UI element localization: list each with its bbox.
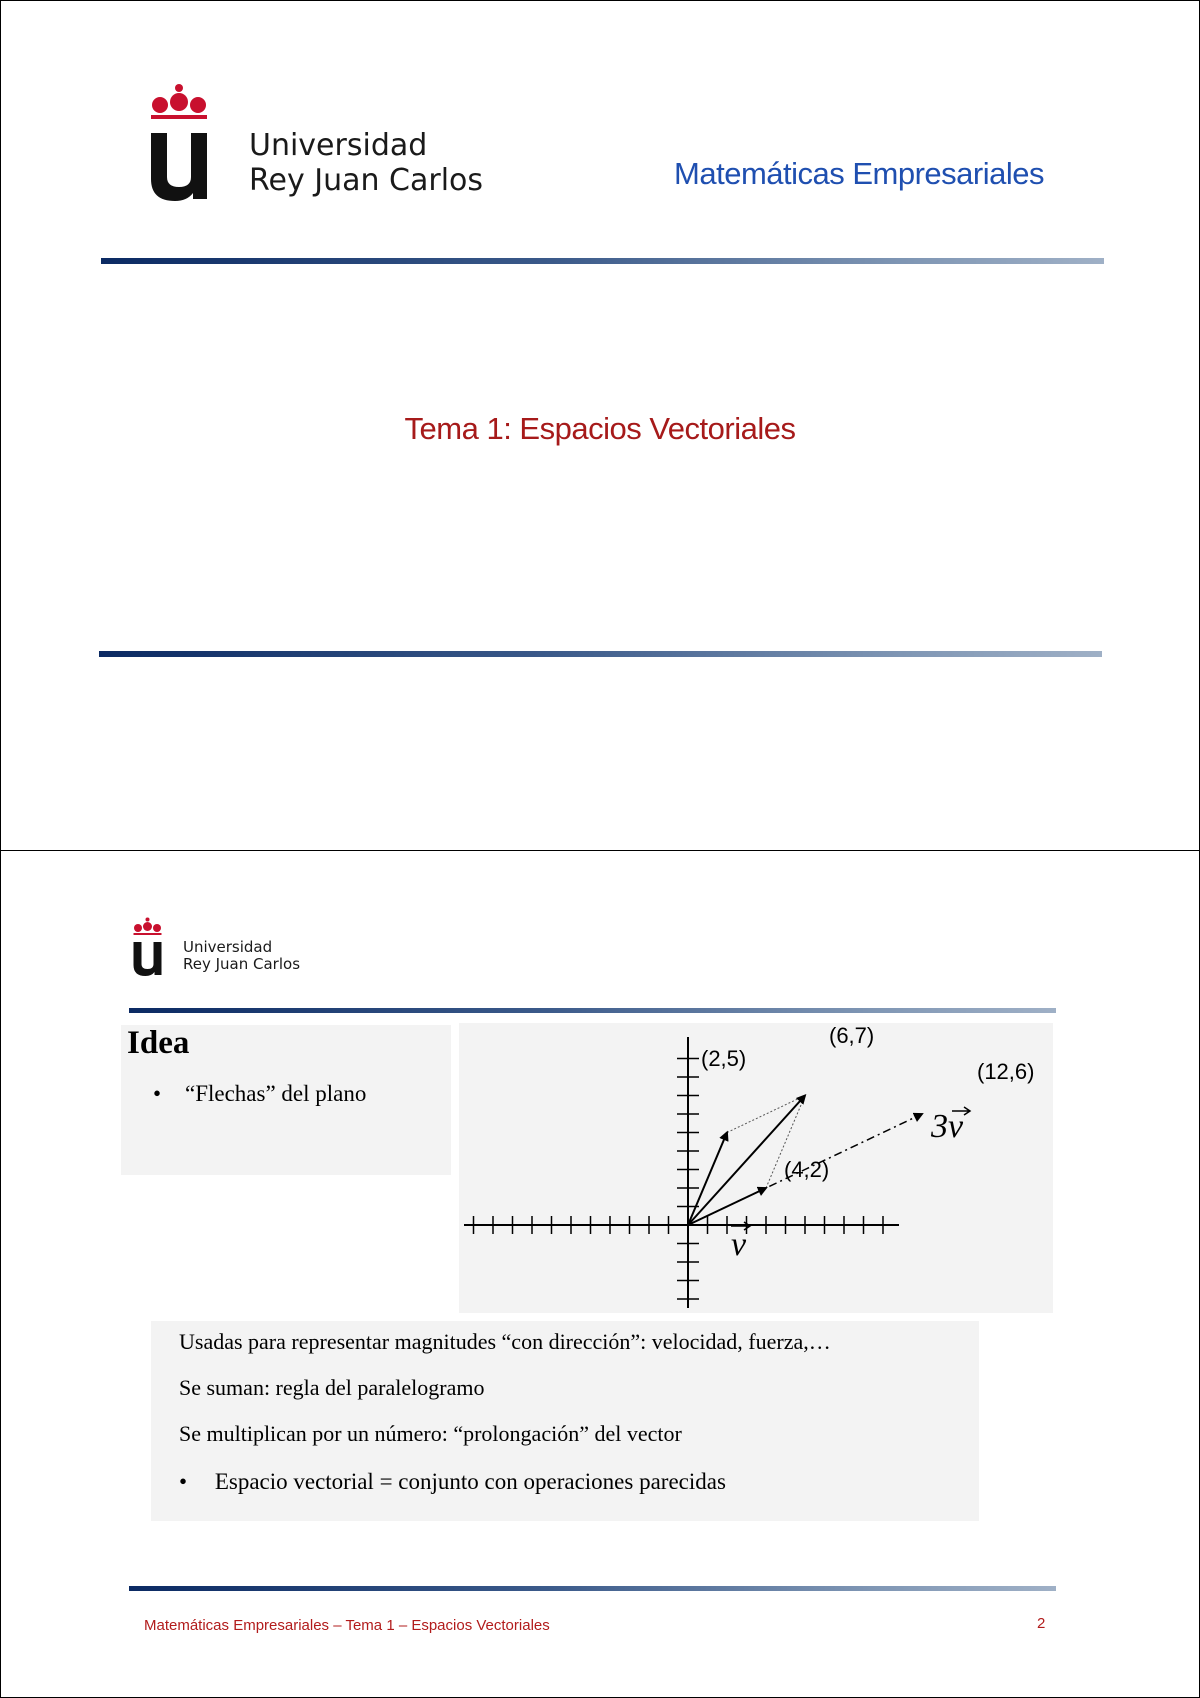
label-6-7: (6,7) bbox=[829, 1023, 875, 1048]
urjc-logo-small bbox=[131, 917, 331, 977]
logo-line-2: Rey Juan Carlos bbox=[249, 162, 484, 198]
bullet-icon: • bbox=[153, 1081, 162, 1106]
guide-line bbox=[727, 1096, 805, 1133]
slide-title: Tema 1: Espacios Vectoriales bbox=[404, 411, 796, 446]
vector-figure bbox=[459, 1023, 1053, 1313]
label-v: v bbox=[731, 1226, 747, 1263]
text-line-1: Usadas para representar magnitudes “con dirección”: velocidad, fuerza,… bbox=[179, 1329, 831, 1354]
bullet-item bbox=[153, 1081, 367, 1107]
urjc-logo bbox=[149, 83, 489, 203]
urjc-crown-icon bbox=[131, 917, 165, 977]
label-12-6: (12,6) bbox=[977, 1059, 1035, 1084]
top-divider bbox=[129, 1008, 1056, 1013]
top-divider bbox=[101, 258, 1104, 264]
label-4-2: (4,2) bbox=[784, 1157, 830, 1182]
bullet-icon: • bbox=[179, 1469, 188, 1494]
slide-2 bbox=[0, 850, 1200, 1698]
idea-block bbox=[121, 1025, 451, 1175]
text-block bbox=[151, 1321, 979, 1521]
text-line-3: Se multiplican por un número: “prolongación” del vector bbox=[179, 1421, 682, 1446]
label-3v: 3v bbox=[931, 1108, 964, 1145]
footer-text: Matemáticas Empresariales – Tema 1 – Espacios Vectoriales bbox=[144, 1617, 550, 1634]
logo-line-2: Rey Juan Carlos bbox=[183, 955, 301, 974]
bullet-item bbox=[179, 1469, 726, 1495]
vector-plot bbox=[459, 1023, 1053, 1313]
axes bbox=[464, 1037, 899, 1308]
label-2-5: (2,5) bbox=[701, 1046, 747, 1071]
subject-title: Matemáticas Empresariales bbox=[674, 156, 1044, 191]
vector-arrow-2-5 bbox=[688, 1133, 727, 1226]
page-number: 2 bbox=[1037, 1615, 1046, 1632]
bottom-divider bbox=[99, 651, 1102, 657]
slide-heading: Idea bbox=[127, 1025, 190, 1061]
urjc-crown-icon bbox=[149, 83, 211, 203]
bullet-text: Espacio vectorial = conjunto con operaciones parecidas bbox=[214, 1469, 726, 1494]
bottom-divider bbox=[129, 1586, 1056, 1591]
logo-line-1: Universidad bbox=[249, 128, 428, 163]
bullet-text: “Flechas” del plano bbox=[185, 1081, 367, 1106]
logo-line-1: Universidad bbox=[183, 938, 273, 956]
text-line-2: Se suman: regla del paralelogramo bbox=[179, 1375, 485, 1400]
